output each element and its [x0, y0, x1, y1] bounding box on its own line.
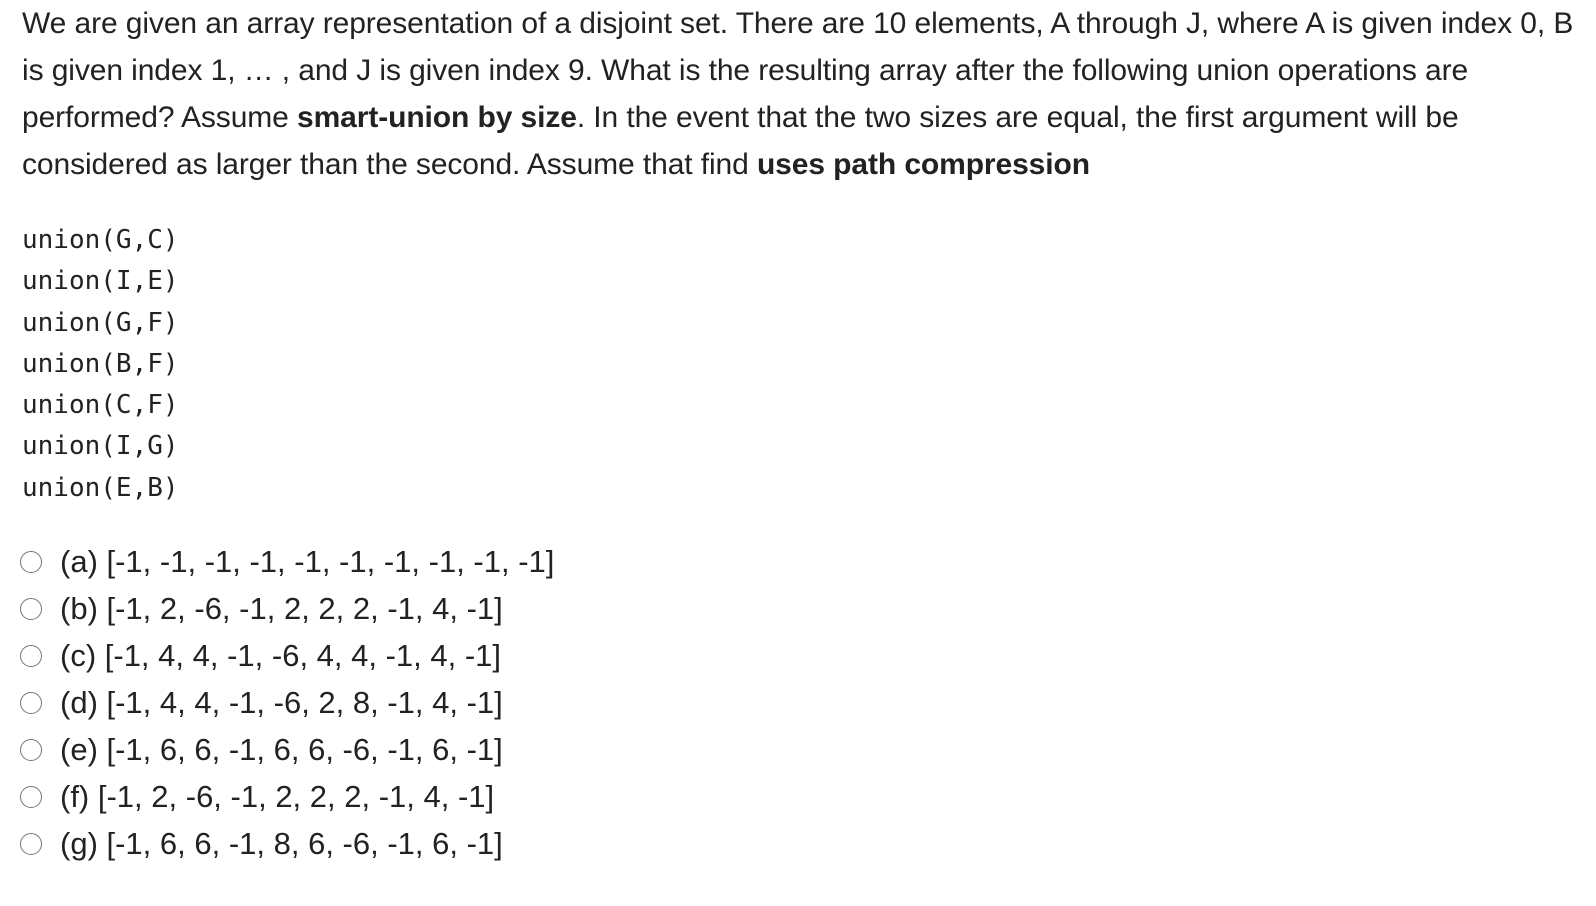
- question-prompt: [22, 0, 1582, 188]
- option-label-e: (e) [-1, 6, 6, -1, 6, 6, -6, -1, 6, -1]: [60, 732, 503, 767]
- question-text: [22, 0, 1582, 188]
- operation-line-3: union(G,F): [22, 307, 179, 338]
- operation-line-5: union(C,F): [22, 390, 179, 421]
- radio-button-d[interactable]: [20, 692, 42, 714]
- radio-button-f[interactable]: [20, 786, 42, 808]
- radio-button-a[interactable]: [20, 551, 42, 573]
- option-label-b: (b) [-1, 2, -6, -1, 2, 2, 2, -1, 4, -1]: [60, 591, 503, 626]
- question-emphasis-smart-union: smart-union by size: [297, 101, 577, 134]
- operation-line-7: union(E,B): [22, 472, 179, 503]
- radio-button-c[interactable]: [20, 645, 42, 667]
- radio-button-e[interactable]: [20, 739, 42, 761]
- option-b[interactable]: [20, 585, 554, 632]
- option-d[interactable]: [20, 679, 554, 726]
- option-c[interactable]: [20, 632, 554, 679]
- answer-options: [20, 538, 554, 867]
- operation-line-6: union(I,G): [22, 431, 179, 462]
- operation-line-2: union(I,E): [22, 266, 179, 297]
- option-g[interactable]: [20, 820, 554, 867]
- question-text-part1: We are given an array representation of a disjoint set. There are 10 elements, A through J, where A is given index 0, B is given index 1, … , and J is given index 9. What is the resulting array after the following union operations are performed? Assume: [22, 7, 1574, 134]
- radio-button-b[interactable]: [20, 598, 42, 620]
- radio-button-g[interactable]: [20, 833, 42, 855]
- operation-line-1: union(G,C): [22, 225, 179, 255]
- question-text-part2: . In the event that the two sizes are equal, the first argument will be considered as larger than the second. Assume that find: [22, 101, 1459, 181]
- option-e[interactable]: [20, 726, 554, 773]
- union-operations-code: [22, 220, 179, 509]
- option-label-f: (f) [-1, 2, -6, -1, 2, 2, 2, -1, 4, -1]: [60, 779, 495, 814]
- option-label-a: (a) [-1, -1, -1, -1, -1, -1, -1, -1, -1, -1]: [60, 544, 555, 579]
- operation-line-4: union(B,F): [22, 348, 179, 379]
- option-f[interactable]: [20, 773, 554, 820]
- question-emphasis-path-compression: uses path compression: [756, 148, 1090, 181]
- option-label-g: (g) [-1, 6, 6, -1, 8, 6, -6, -1, 6, -1]: [60, 826, 503, 861]
- option-a[interactable]: [20, 538, 554, 585]
- option-label-c: (c) [-1, 4, 4, -1, -6, 4, 4, -1, 4, -1]: [60, 638, 502, 673]
- option-label-d: (d) [-1, 4, 4, -1, -6, 2, 8, -1, 4, -1]: [60, 685, 503, 720]
